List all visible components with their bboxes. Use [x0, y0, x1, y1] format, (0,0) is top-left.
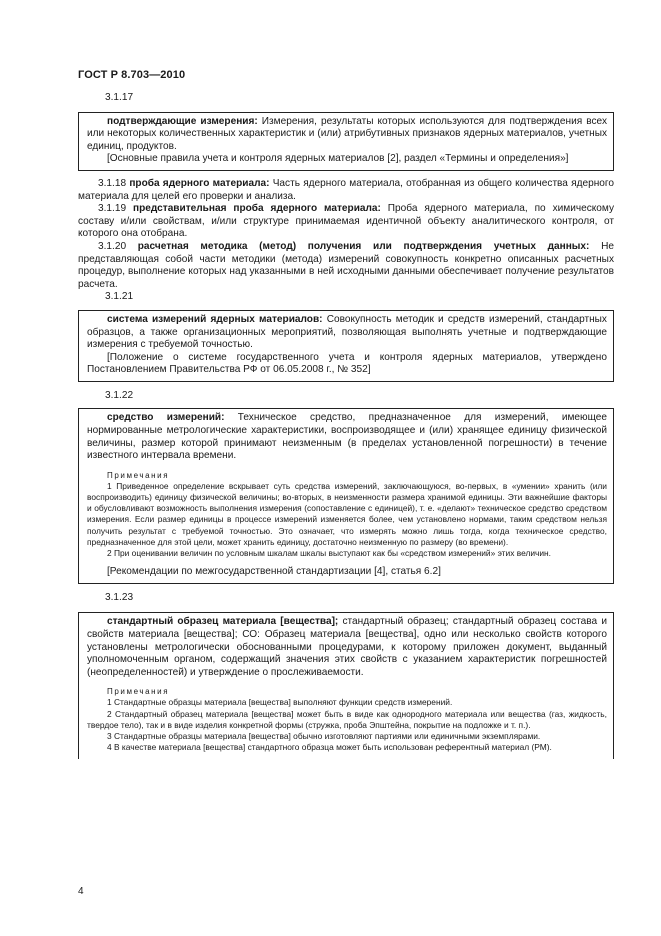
- definition-paragraph: [87, 116, 607, 154]
- definition-text: Техническое средство, предназначенное для измерений, имеющее нормированные метрологические характеристики, воспроизводящее и (или) хранящее единицу физической величины, размер которой принимают неизменным (в пределах установленной погрешности) в течение известного интервала времени.: [87, 412, 608, 462]
- term: расчетная методика (метод) получения или подтверждения учетных данных:: [137, 240, 590, 252]
- section-number-3-1-17: 3.1.17: [105, 92, 134, 103]
- document-body: [78, 92, 614, 759]
- definition-text: Измерения, результаты которых используются для подтверждения всех или некоторых количественных характеристик и (или) атрибутивных признаков ядерных материалов, учетных единиц, продуктов.: [87, 115, 607, 152]
- notes-title: Примечания: [107, 470, 170, 480]
- definition-box-3-1-21: [78, 310, 614, 382]
- note-2: 2 Стандартный образец материала [вещества] может быть в виде как однородного материала или вещества (газ, жидкость, твердое тело), так и в виде изделия конкретной формы (стружка, проба Эпштейна, покрытие на подложке и т. п.).: [87, 708, 607, 730]
- definition-box-3-1-17: [78, 112, 614, 171]
- note-3: 3 Стандартные образцы материала [вещества] обычно изготовляют партиями или единичными экземплярами.: [107, 731, 541, 742]
- source-reference: [Рекомендации по межгосударственной стандартизации [4], статья 6.2]: [107, 566, 441, 578]
- source-reference: [Положение о системе государственного учета и контроля ядерных материалов, утверждено Постановлением Правительства РФ от 06.05.2008 г., № 352]: [87, 351, 607, 376]
- notes-title: Примечания: [107, 687, 170, 697]
- section-number-3-1-21: 3.1.21: [105, 291, 134, 303]
- section-number-3-1-23: 3.1.23: [105, 591, 134, 603]
- document-header: ГОСТ Р 8.703—2010: [78, 69, 186, 81]
- definition-text: Не представляющая собой части методики (метода) измерений совокупность конкретно описанных расчетных процедур, выполнение которых над указанными в ней исходными данными обеспечивает получение результатов расчета.: [78, 240, 614, 290]
- definition-text: Совокупность методик и средств измерений, стандартных образцов, а также организационных мероприятий, позволяющая выполнять учетные и подтверждающие измерения с требуемой точностью.: [87, 313, 607, 351]
- definition-paragraph: [87, 314, 607, 352]
- note-2: 2 При оценивании величин по условным шкалам шкалы выступают как бы «средством измерений» этих величин.: [107, 548, 552, 559]
- section-number-3-1-22: 3.1.22: [105, 389, 134, 401]
- section-number: 3.1.20: [98, 240, 127, 252]
- term: система измерений ядерных материалов:: [107, 313, 323, 325]
- section-number: 3.1.19: [98, 203, 127, 215]
- term: средство измерений:: [107, 412, 225, 424]
- section-number: 3.1.18: [98, 177, 127, 189]
- definition-3-1-18: [78, 178, 614, 203]
- definition-3-1-19: [78, 203, 614, 241]
- definition-paragraph: [87, 616, 607, 679]
- note-1: 1 Стандартные образцы материала [вещества] выполняют функции средств измерений.: [107, 697, 453, 708]
- definition-box-3-1-23: [78, 612, 614, 759]
- definition-3-1-20: [78, 241, 614, 291]
- note-4: 4 В качестве материала [вещества] стандартного образца может быть использован референтный материал (РМ).: [107, 742, 552, 753]
- note-1: 1 Приведенное определение вскрывает суть средства измерений, заключающуюся, во-первых, в «умении» хранить (или воспроизводить) единицу физической величины; во-вторых, в неизменности размера хранимой единицы. Эти важнейшие факторы и обусловливают возможность выполнения измерения (сопоставление с единицей), т. е. «делают» техническое средство средством измерения. Если размер единицы в процессе измерений изменяется более, чем установлено нормами, таким средством нельзя получить результат с требуемой точностью. Это означает, что измерять можно лишь тогда, когда техническое средство, предназначенное для этой цели, может хранить единицу, достаточно неизменную по размеру (во времени).: [87, 480, 607, 547]
- page-number: 4: [78, 886, 84, 897]
- term: подтверждающие измерения:: [107, 115, 258, 127]
- definition-box-3-1-22: [78, 408, 614, 583]
- definition-text: Часть ядерного материала, отобранная из общего количества ядерного материала для целей его проверки и анализа.: [78, 177, 614, 202]
- definition-paragraph: [87, 412, 607, 462]
- term: проба ядерного материала:: [129, 177, 270, 189]
- term: стандартный образец материала [вещества];: [107, 616, 339, 628]
- source-reference: [Основные правила учета и контроля ядерных материалов [2], раздел «Термины и определения»]: [107, 153, 569, 165]
- term: представительная проба ядерного материала:: [132, 203, 381, 215]
- definition-text: стандартный образец; стандартный образец состава и свойств материала [вещества]; СО: Образец материала [вещества], одно или несколько свойств которого установлены метрологически обоснованными процедурами, к которому приложен документ, выданный уполномоченным органом, содержащий значения этих свойств с указанием характеристик погрешностей (неопределенностей) и утверждение о прослеживаемости.: [87, 616, 607, 678]
- definition-text: Проба ядерного материала, по химическому составу и/или свойствам, и/или структуре принимаемая идентичной объекту аналитического контроля, от которого она отобрана.: [78, 203, 614, 240]
